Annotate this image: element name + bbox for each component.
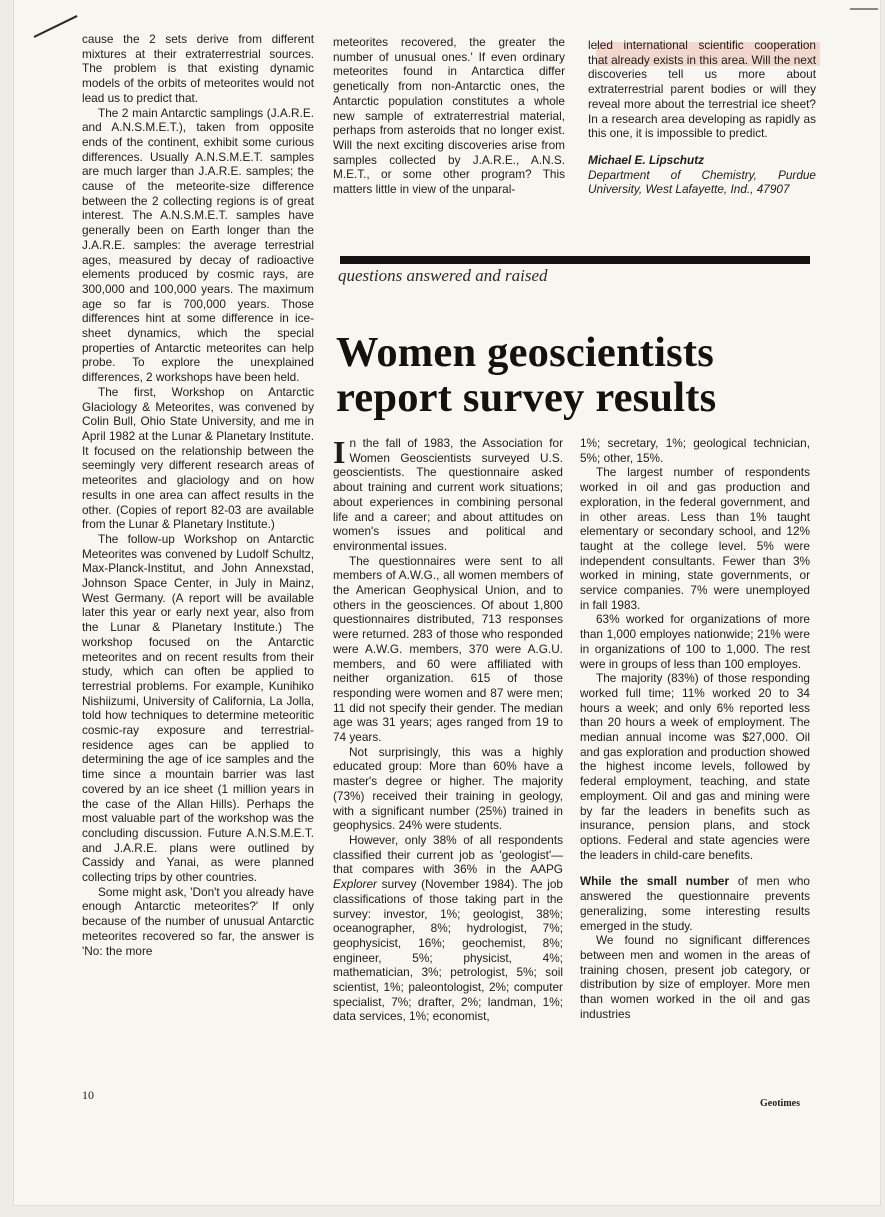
paragraph: cause the 2 sets derive from different mixtures at their extraterrestrial sources. The problem is that existing dynamic models of the orbits of meteorites would not lead us to predict that.	[82, 32, 314, 105]
publication-title: Explorer	[333, 877, 377, 892]
publication-name: Geotimes	[760, 1098, 800, 1109]
article-kicker: questions answered and raised	[338, 266, 548, 285]
survey-article-column-1	[333, 436, 563, 1024]
author-affiliation: Department of Chemistry, Purdue University, West Lafayette, Ind., 47907	[588, 167, 816, 197]
headline-line-2: report survey results	[336, 374, 717, 421]
paragraph: Not surprisingly, this was a highly educated group: More than 60% have a master's degree or higher. The majority (73%) received their training in geology, with a significant number (25%) trained in geophysics. 24% were students.	[333, 744, 563, 833]
meteorite-article-column-2	[333, 35, 565, 197]
paragraph: Some might ask, 'Don't you already have enough Antarctic meteorites?' If only because of the number of unusual Antarctic meteorites recovered so far, the answer is 'No: the more	[82, 884, 314, 958]
meteorite-article-column-3	[588, 38, 816, 197]
drop-cap: I	[333, 434, 346, 470]
paragraph	[333, 833, 563, 1024]
paragraph-text: of men who answered the questionnaire prevents generalizing, some interesting results emerged in the study.	[580, 874, 810, 933]
paragraph: leled international scientific cooperation that already exists in this area. Will the next discoveries tell us more about extraterrestrial parent bodies or will they reveal more about the terrestrial ice sheet? In a research area developing as rapidly as this one, it is impossible to predict.	[588, 38, 816, 141]
paragraph: The first, Workshop on Antarctic Glaciology & Meteorites, was convened by Colin Bull, Ohio State University, and me in April 1982 at the Lunar & Planetary Institute. It focused on the relationship between the seemingly very different research areas of meteorites and glaciology and on how results in one area can affect results in the other. (Copies of report 82-03 are available from the Lunar & Planetary Institute.)	[82, 384, 314, 532]
section-rule	[340, 256, 810, 264]
paragraph: The questionnaires were sent to all members of A.W.G., all women members of the American Geophysical Union, and to others in the geosciences. Of about 1,800 questionnaires distributed, 713 responses were returned. 283 of those who responded were A.W.G. members, 370 were A.G.U. members, and 60 were affiliated with neither organization. 615 of those responding were women and 87 were men; 11 did not specify their gender. The median age was 31 years; ages ranged from 19 to 74 years.	[333, 553, 563, 745]
run-in-heading: While the small number	[580, 874, 730, 889]
corner-scan-mark	[850, 8, 878, 10]
paragraph: The 2 main Antarctic samplings (J.A.R.E. and A.N.S.M.E.T.), taken from opposite ends of the continent, exhibit some curious differences. Usually A.N.S.M.E.T. samples are much larger than J.A.R.E. samples; the cause of the meteorite-size difference between the 2 collecting regions is of great interest. The A.N.S.M.E.T. samples have generally been on Earth longer than the J.A.R.E. samples: the average terrestrial ages, measured by decay of radioactive elements produced by cosmic rays, are 300,000 and 100,000 years. The maximum age so far is 700,000 years. Those differences hint at some difference in ice-sheet dynamics, which the special properties of Antarctic meteorites can help probe. To explore the unexplained differences, 2 workshops have been held.	[82, 105, 314, 385]
author-signature	[588, 153, 816, 197]
paragraph: The follow-up Workshop on Antarctic Meteorites was convened by Ludolf Schultz, Max-Planck-Institut, and John Annexstad, Johnson Space Center, in July in Mainz, West Germany. (A report will be available later this year or early next year, also from the Lunar & Planetary Institute.) The workshop focused on the Antarctic meteorites and on recent results from their study, which can often be applied to terrestrial problems. For example, Kunihiko Nishiizumi, University of California, La Jolla, told how techniques to determine meteoritic cosmic-ray exposure and terrestrial-residence ages can be applied to determining the age of ice samples and the time since a mountain barrier was last covered by an ice sheet (1 million years in the case of the Allan Hills). Perhaps the most valuable part of the workshop was the concluding discussion. Future A.N.S.M.E.T. and J.A.R.E. plans were outlined by Cassidy and Yanai, as were planned collecting trips by other countries.	[82, 531, 314, 885]
page-number: 10	[82, 1088, 94, 1102]
article-headline	[336, 330, 806, 420]
paragraph	[333, 436, 563, 554]
paragraph: The largest number of respondents worked in oil and gas production and exploration, in the federal government, and in other areas. Less than 1% taught elementary or secondary school, and 12% taught at the college level. 5% were independent consultants. Fewer than 3% worked in mining, state governments, or service companies. 7% were unemployed in fall 1983.	[580, 465, 810, 612]
paragraph	[580, 874, 810, 933]
paragraph: 63% worked for organizations of more than 1,000 employes nationwide; 21% were in organizations of 100 to 1,000. The rest were in groups of less than 100 employes.	[580, 612, 810, 671]
survey-article-column-2	[580, 436, 810, 1021]
paragraph-text: n the fall of 1983, the Association for Women Geoscientists surveyed U.S. geoscientists. The questionnaire asked about training and current work situations; about experiences in combining personal life and a career; and about attitudes on women's issues and political and environmental issues.	[333, 436, 563, 553]
author-name: Michael E. Lipschutz	[588, 152, 705, 167]
paragraph-text: However, only 38% of all respondents classified their current job as 'geologist'—that compares with 36% in the AAPG	[333, 832, 563, 877]
paragraph: 1%; secretary, 1%; geological technician, 5%; other, 15%.	[580, 436, 810, 465]
headline-line-1: Women geoscientists	[336, 329, 714, 376]
paragraph: The majority (83%) of those responding worked full time; 11% worked 20 to 34 hours a week; and only 6% reported less than 20 hours a week of employment. The median annual income was $27,000. Oil and gas exploration and production showed the highest income levels, followed by federal employment, teaching, and state employment. Oil and gas and mining were by far the leaders in benefits such as insurance, pension plans, and stock options. Federal and state agencies were the leaders in child-care benefits.	[580, 671, 810, 862]
meteorite-article-column-1	[82, 32, 314, 958]
paragraph: meteorites recovered, the greater the number of unusual ones.' If even ordinary meteorites found in Antarctica differ genetically from non-Antarctic ones, the Antarctic population constitutes a whole new sample of extraterrestrial material, perhaps from asteroids that no longer exist. Will the next exciting discoveries arise from samples collected by J.A.R.E., A.N.S. M.E.T., or some other program? This matters little in view of the unparal-	[333, 35, 565, 197]
paragraph: We found no significant differences between men and women in the areas of training chosen, present job category, or distribution by size of employer. More men than women worked in the oil and gas industries	[580, 933, 810, 1021]
paragraph-text: survey (November 1984). The job classifications of those taking part in the survey: investor, 1%; geologist, 38%; oceanographer, 8%; hydrologist, 7%; geophysicist, 16%; geochemist, 8%; engineer, 5%; physicist, 4%; mathematician, 3%; petrologist, 5%; soil scientist, 1%; paleontologist, 2%; computer specialist, 7%; drafter, 2%; landman, 1%; data services, 1%; economist,	[333, 877, 563, 1024]
